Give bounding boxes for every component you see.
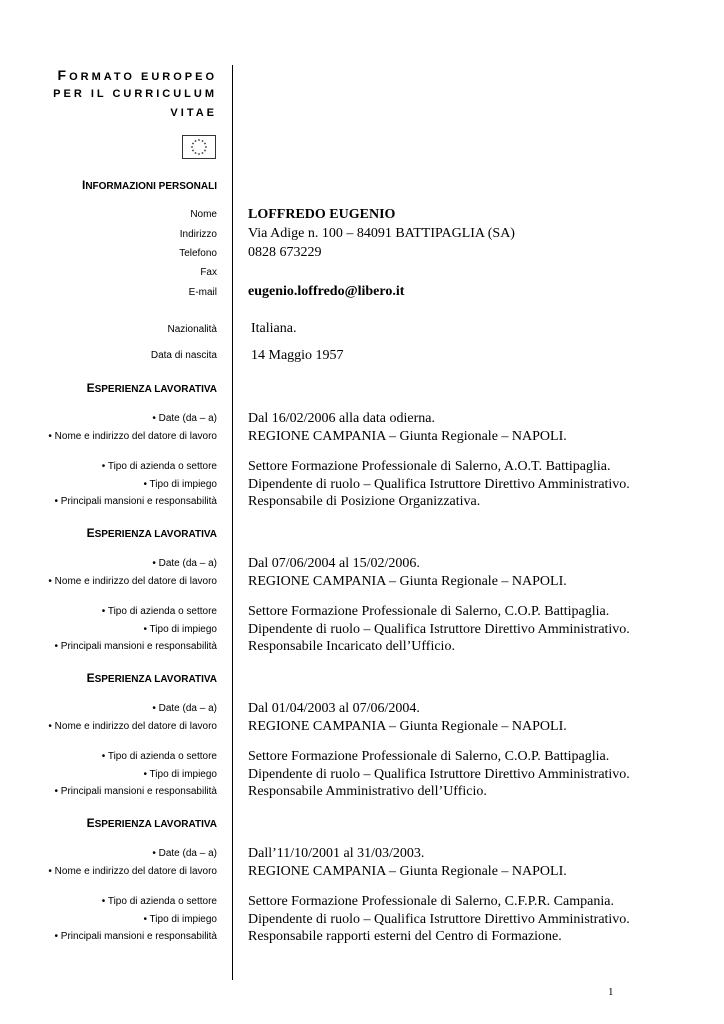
eu-flag-icon xyxy=(182,135,216,159)
exp-employer: REGIONE CAMPANIA – Giunta Regionale – NAPOLI. xyxy=(248,574,567,589)
label-sector: • Tipo di azienda o settore xyxy=(101,896,217,907)
cv-title-line-1: FORMATO EUROPEO xyxy=(57,67,217,83)
exp-sector: Settore Formazione Professionale di Salerno, C.F.P.R. Campania. xyxy=(248,894,614,909)
section-esperienza: ESPERIENZA LAVORATIVA xyxy=(86,671,217,685)
exp-date: Dal 01/04/2003 al 07/06/2004. xyxy=(248,701,420,716)
value-data-nascita: 14 Maggio 1957 xyxy=(251,348,344,363)
exp-sector: Settore Formazione Professionale di Salerno, A.O.T. Battipaglia. xyxy=(248,459,611,474)
label-job-type: • Tipo di impiego xyxy=(143,624,217,635)
cv-title-line-3: VITAE xyxy=(170,107,217,119)
label-data-nascita: Data di nascita xyxy=(150,350,217,361)
label-duties: • Principali mansioni e responsabilità xyxy=(54,931,217,942)
exp-date: Dal 07/06/2004 al 15/02/2006. xyxy=(248,556,420,571)
label-job-type: • Tipo di impiego xyxy=(143,479,217,490)
label-date: • Date (da – a) xyxy=(152,848,217,859)
section-esperienza: ESPERIENZA LAVORATIVA xyxy=(86,816,217,830)
label-date: • Date (da – a) xyxy=(152,558,217,569)
exp-date: Dall’11/10/2001 al 31/03/2003. xyxy=(248,846,425,861)
label-sector: • Tipo di azienda o settore xyxy=(101,751,217,762)
label-job-type: • Tipo di impiego xyxy=(143,914,217,925)
exp-employer: REGIONE CAMPANIA – Giunta Regionale – NAPOLI. xyxy=(248,429,567,444)
section-personal-info: INFORMAZIONI PERSONALI xyxy=(81,178,217,192)
label-employer: • Nome e indirizzo del datore di lavoro xyxy=(48,431,217,442)
cv-title-line-2: PER IL CURRICULUM xyxy=(53,88,217,100)
label-job-type: • Tipo di impiego xyxy=(143,769,217,780)
label-duties: • Principali mansioni e responsabilità xyxy=(54,786,217,797)
label-sector: • Tipo di azienda o settore xyxy=(101,606,217,617)
column-divider xyxy=(232,65,233,980)
label-employer: • Nome e indirizzo del datore di lavoro xyxy=(48,576,217,587)
label-date: • Date (da – a) xyxy=(152,413,217,424)
exp-employer: REGIONE CAMPANIA – Giunta Regionale – NAPOLI. xyxy=(248,719,567,734)
exp-job-type: Dipendente di ruolo – Qualifica Istruttore Direttivo Amministrativo. xyxy=(248,477,630,492)
value-indirizzo: Via Adige n. 100 – 84091 BATTIPAGLIA (SA) xyxy=(248,226,515,241)
label-email: E-mail xyxy=(188,287,217,298)
label-nome: Nome xyxy=(190,209,217,220)
exp-duties: Responsabile Incaricato dell’Ufficio. xyxy=(248,639,455,654)
section-esperienza: ESPERIENZA LAVORATIVA xyxy=(86,526,217,540)
exp-sector: Settore Formazione Professionale di Salerno, C.O.P. Battipaglia. xyxy=(248,604,610,619)
exp-duties: Responsabile di Posizione Organizzativa. xyxy=(248,494,481,509)
exp-employer: REGIONE CAMPANIA – Giunta Regionale – NAPOLI. xyxy=(248,864,567,879)
label-duties: • Principali mansioni e responsabilità xyxy=(54,641,217,652)
label-duties: • Principali mansioni e responsabilità xyxy=(54,496,217,507)
label-employer: • Nome e indirizzo del datore di lavoro xyxy=(48,866,217,877)
exp-job-type: Dipendente di ruolo – Qualifica Istruttore Direttivo Amministrativo. xyxy=(248,622,630,637)
value-nome: LOFFREDO EUGENIO xyxy=(248,207,396,222)
exp-sector: Settore Formazione Professionale di Salerno, C.O.P. Battipaglia. xyxy=(248,749,610,764)
label-sector: • Tipo di azienda o settore xyxy=(101,461,217,472)
label-employer: • Nome e indirizzo del datore di lavoro xyxy=(48,721,217,732)
label-indirizzo: Indirizzo xyxy=(179,229,217,240)
label-date: • Date (da – a) xyxy=(152,703,217,714)
value-nazionalita: Italiana. xyxy=(251,321,297,336)
exp-duties: Responsabile rapporti esterni del Centro di Formazione. xyxy=(248,929,562,944)
exp-job-type: Dipendente di ruolo – Qualifica Istruttore Direttivo Amministrativo. xyxy=(248,767,630,782)
exp-job-type: Dipendente di ruolo – Qualifica Istruttore Direttivo Amministrativo. xyxy=(248,912,630,927)
exp-duties: Responsabile Amministrativo dell’Ufficio. xyxy=(248,784,487,799)
value-telefono: 0828 673229 xyxy=(248,245,322,260)
label-nazionalita: Nazionalità xyxy=(167,324,217,335)
label-telefono: Telefono xyxy=(179,248,217,259)
section-esperienza: ESPERIENZA LAVORATIVA xyxy=(86,381,217,395)
label-fax: Fax xyxy=(200,267,217,278)
exp-date: Dal 16/02/2006 alla data odierna. xyxy=(248,411,435,426)
page-number: 1 xyxy=(608,986,614,998)
value-email[interactable]: eugenio.loffredo@libero.it xyxy=(248,284,405,299)
